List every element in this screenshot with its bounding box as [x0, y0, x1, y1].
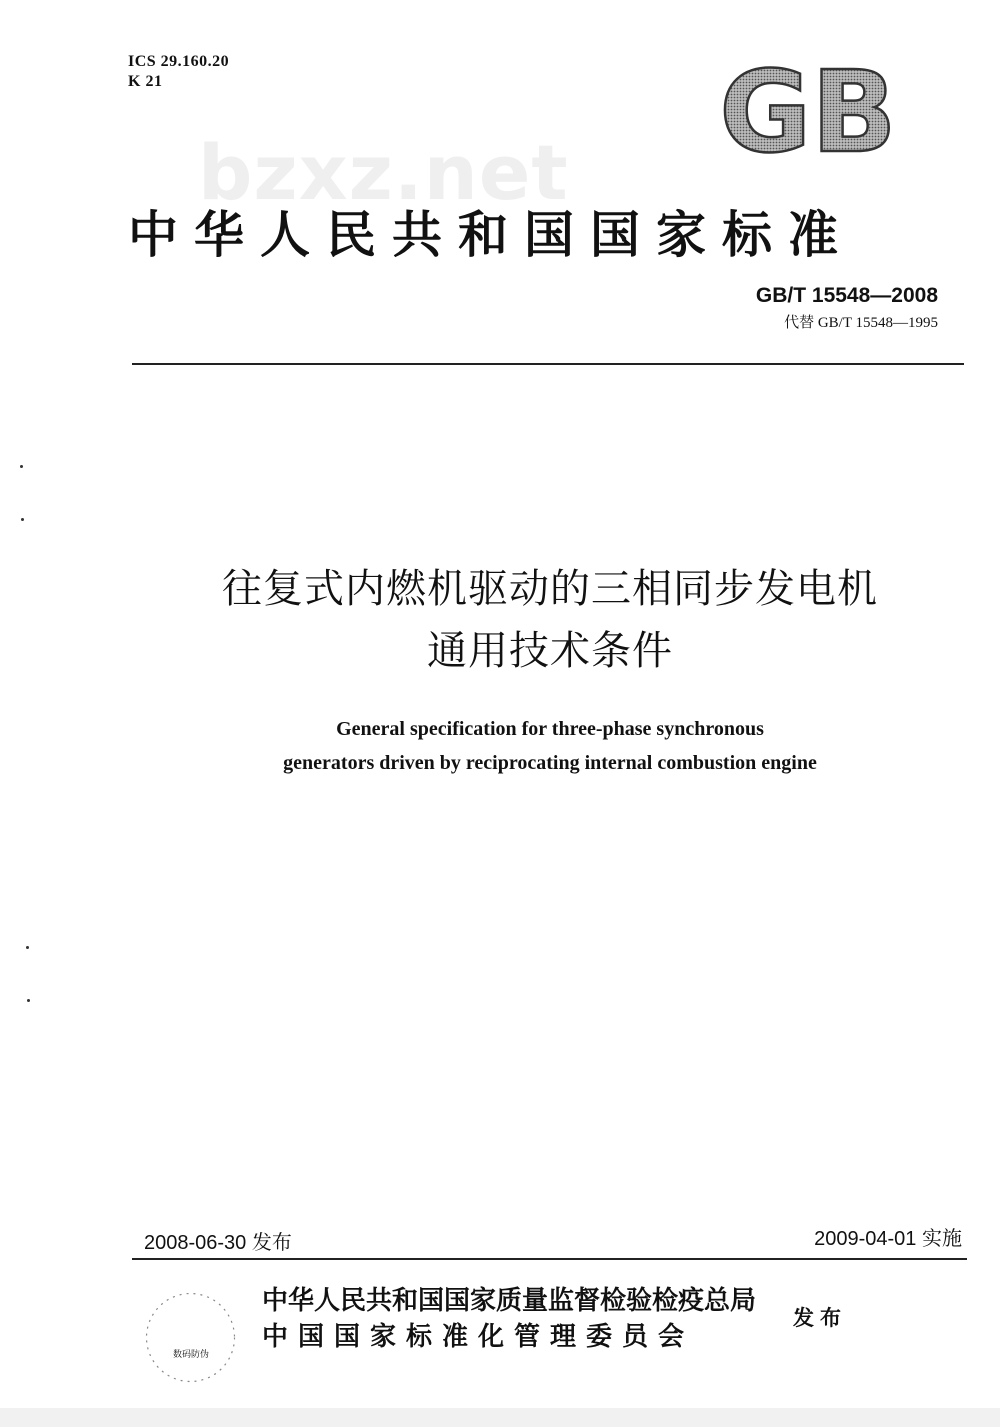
gb-logo	[703, 63, 913, 161]
ics-classification	[128, 52, 229, 92]
class-code: K 21	[128, 73, 163, 90]
gb-logo-text: GB	[719, 63, 897, 161]
chinese-title-line-1: 往复式内燃机驱动的三相同步发电机	[222, 566, 878, 612]
top-rule	[132, 363, 964, 365]
scan-mark	[26, 946, 29, 949]
english-title	[0, 712, 1000, 780]
bottom-rule	[132, 1258, 967, 1260]
issuer-sac: 中国国家标准化管理委员会	[262, 1322, 695, 1352]
scan-mark	[27, 999, 30, 1002]
page-bottom-edge	[0, 1408, 1000, 1427]
national-standard-title: 中华人民共和国国家标准	[128, 206, 854, 264]
issuer-aqsiq: 中华人民共和国国家质量监督检验检疫总局	[262, 1286, 757, 1316]
replaces-standard: 代替 GB/T 15548—1995	[784, 315, 938, 331]
english-title-line-2: generators driven by reciprocating internal combustion engine	[283, 752, 817, 774]
scan-mark	[21, 518, 24, 521]
anti-counterfeit-seal-icon	[143, 1290, 238, 1385]
english-title-line-1: General specification for three-phase synchronous	[336, 718, 764, 740]
scan-mark	[20, 465, 23, 468]
publish-label: 发布	[793, 1306, 847, 1330]
implementation-date: 2009-04-01 实施	[814, 1228, 962, 1250]
issuing-authorities	[262, 1283, 756, 1355]
seal-label: 数码防伪	[172, 1350, 209, 1360]
chinese-title-line-2: 通用技术条件	[427, 628, 673, 674]
issue-date: 2008-06-30 发布	[144, 1232, 292, 1254]
ics-code: ICS 29.160.20	[128, 53, 230, 70]
watermark: bzxz.net	[198, 128, 569, 217]
chinese-title	[0, 558, 1000, 682]
standard-number: GB/T 15548—2008	[755, 284, 938, 307]
